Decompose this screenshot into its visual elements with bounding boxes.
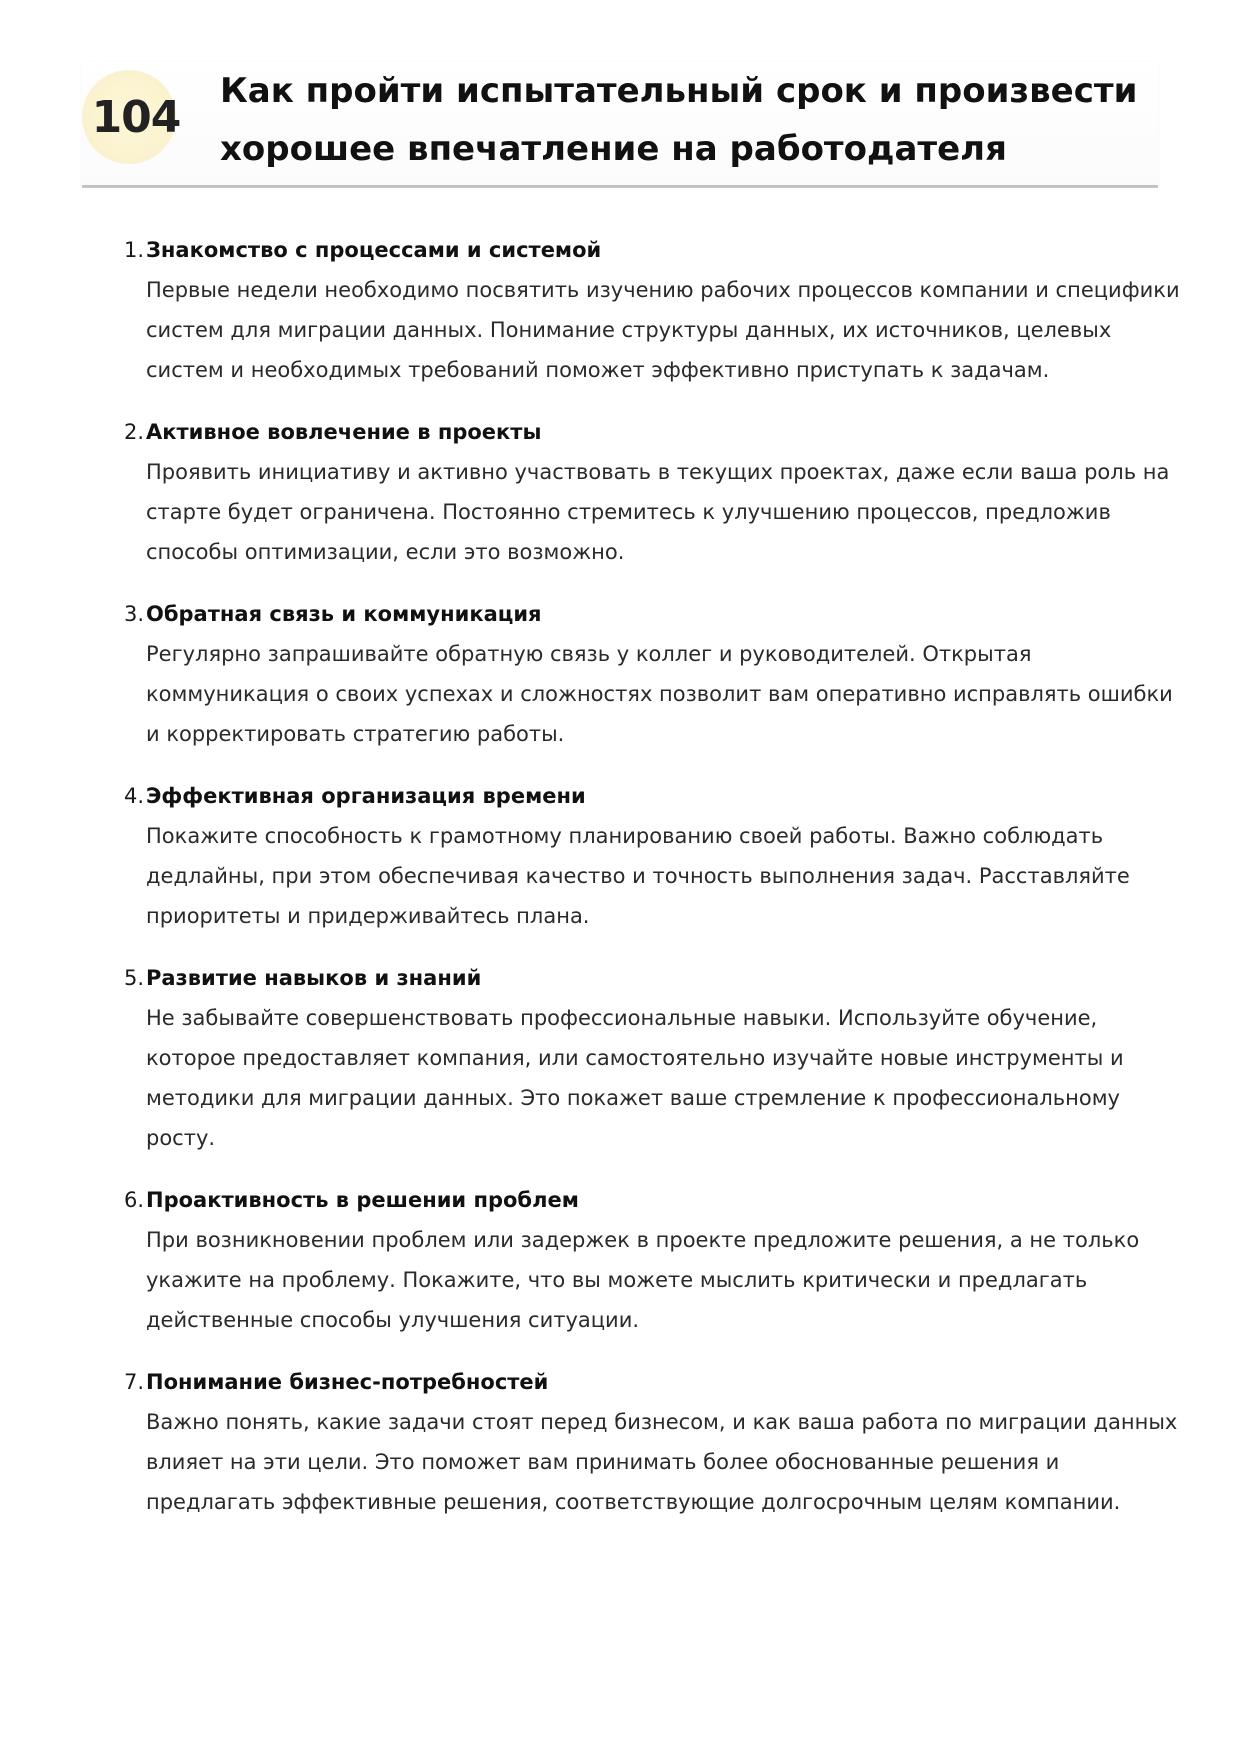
chapter-number: 104 <box>91 91 181 143</box>
list-item-number: 3. <box>123 602 144 626</box>
list-item <box>114 1362 1178 1522</box>
list-item-number: 4. <box>123 784 144 808</box>
page-title: Как пройти испытательный срок и произвести хорошее впечатление на работодателя <box>220 71 1138 169</box>
list-item-title: Активное вовлечение в проекты <box>146 420 542 444</box>
list-item-text: Важно понять, какие задачи стоят перед бизнесом, и как ваша работа по миграции данных влияет на эти цели. Это поможет вам принимать более обоснованные решения и предлагать эффективные решения, соответствующие долгосрочным целям компании. <box>146 1410 1178 1514</box>
list-item <box>114 1180 1164 1340</box>
list-item <box>114 776 1164 936</box>
tips-list <box>114 230 1180 1544</box>
list-item-text: При возникновении проблем или задержек в проекте предложите решения, а не только укажите на проблему. Покажите, что вы можете мыслить критически и предлагать действенные способы улучшения ситуации. <box>146 1228 1140 1332</box>
list-item-number: 1. <box>123 238 144 262</box>
list-item-number: 6. <box>123 1188 144 1212</box>
list-item <box>114 412 1170 572</box>
list-item-text: Покажите способность к грамотному планированию своей работы. Важно соблюдать дедлайны, при этом обеспечивая качество и точность выполнения задач. Расставляйте приоритеты и придерживайтесь плана. <box>146 824 1130 928</box>
list-item-number: 2. <box>123 420 144 444</box>
page-header <box>82 62 1158 188</box>
list-item-number: 7. <box>123 1370 144 1394</box>
list-item-text: Не забывайте совершенствовать профессиональные навыки. Используйте обучение, которое предоставляет компания, или самостоятельно изучайте новые инструменты и методики для миграции данных. Это покажет ваше стремление к профессиональному росту. <box>146 1006 1124 1150</box>
list-item-text: Регулярно запрашивайте обратную связь у коллег и руководителей. Открытая коммуникация о своих успехах и сложностях позволит вам оперативно исправлять ошибки и корректировать стратегию работы. <box>146 642 1173 746</box>
list-item-number: 5. <box>123 966 144 990</box>
chapter-number-badge <box>82 70 181 164</box>
list-item <box>114 958 1164 1158</box>
list-item-title: Эффективная организация времени <box>146 784 586 808</box>
list-item <box>114 594 1173 754</box>
list-item-text: Проявить инициативу и активно участвовать в текущих проектах, даже если ваша роль на старте будет ограничена. Постоянно стремитесь к улучшению процессов, предложив способы оптимизации, если это возможно. <box>146 460 1170 564</box>
list-item-text: Первые недели необходимо посвятить изучению рабочих процессов компании и специфики систем для миграции данных. Понимание структуры данных, их источников, целевых систем и необходимых требований поможет эффективно приступать к задачам. <box>146 278 1180 382</box>
list-item-title: Развитие навыков и знаний <box>146 966 482 990</box>
list-item-title: Понимание бизнес-потребностей <box>146 1370 549 1394</box>
list-item-title: Знакомство с процессами и системой <box>146 238 602 262</box>
list-item-title: Проактивность в решении проблем <box>146 1188 579 1212</box>
list-item-title: Обратная связь и коммуникация <box>146 602 542 626</box>
list-item <box>114 230 1180 390</box>
